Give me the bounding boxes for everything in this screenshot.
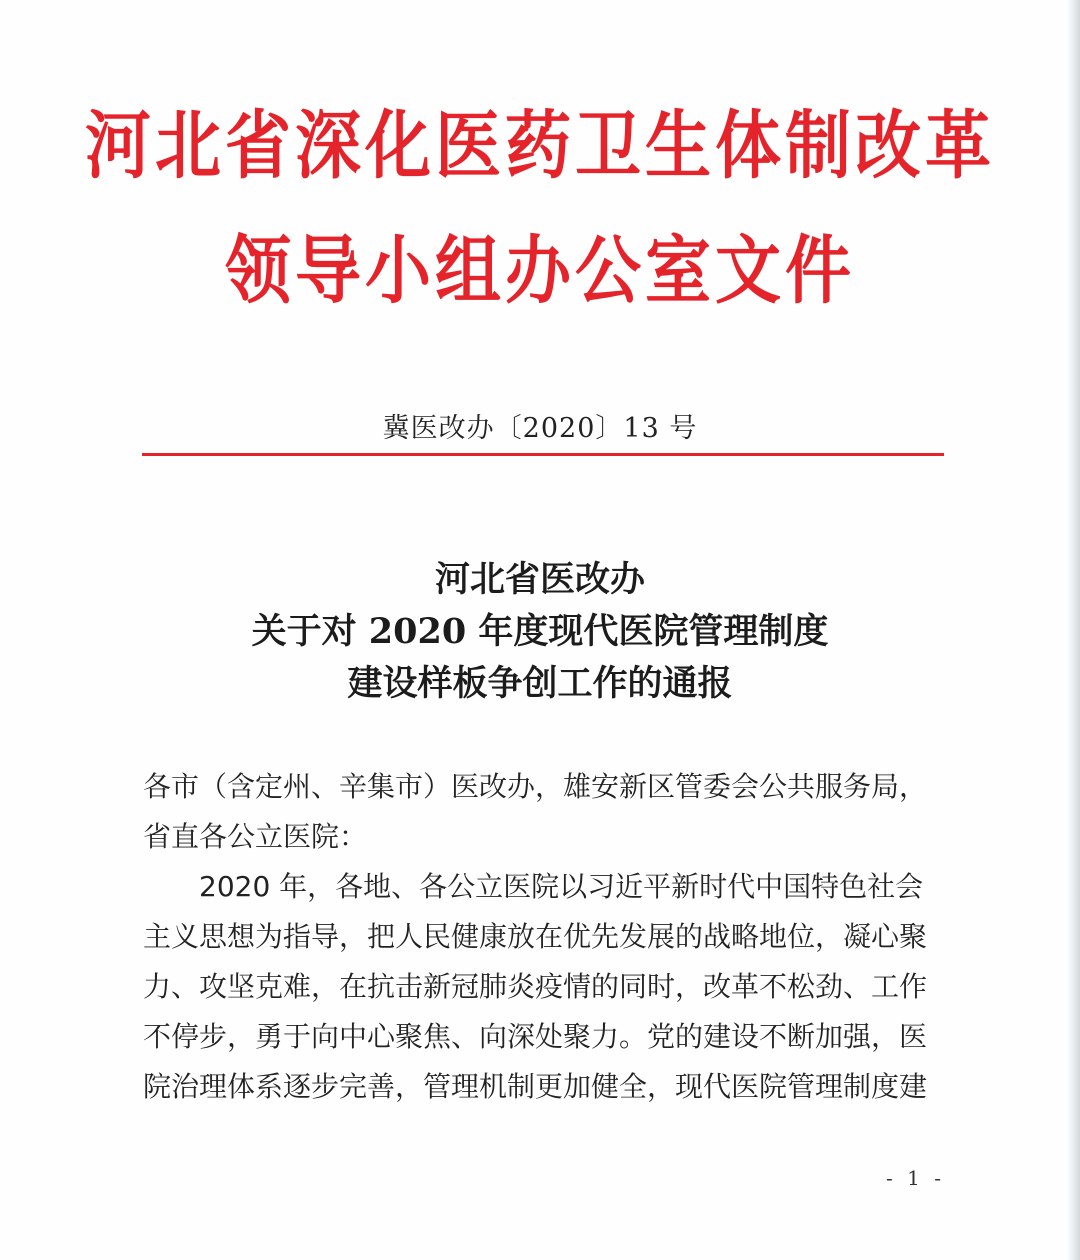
document-title-line-2: 关于对 2020 年度现代医院管理制度 <box>251 611 829 652</box>
body-line: 力、攻坚克难，在抗击新冠肺炎疫情的同时，改革不松劲、工作 <box>143 970 928 1003</box>
document-title-line-3: 建设样板争创工作的通报 <box>347 663 733 704</box>
red-divider-line <box>142 453 944 456</box>
body-line: 院治理体系逐步完善，管理机制更加健全，现代医院管理制度建 <box>143 1070 928 1103</box>
body-line: 2020 年，各地、各公立医院以习近平新时代中国特色社会 <box>143 870 924 903</box>
document-title-line-1: 河北省医改办 <box>434 559 645 600</box>
document-number: 冀医改办〔2020〕13 号 <box>382 413 698 444</box>
issuer-header-line-2: 领导小组办公室文件 <box>225 226 855 314</box>
body-line: 主义思想为指导，把人民健康放在优先发展的战略地位，凝心聚 <box>143 920 928 953</box>
body-line: 各市（含定州、辛集市）医改办，雄安新区管委会公共服务局， <box>143 770 928 803</box>
body-line: 不停步，勇于向中心聚焦、向深处聚力。党的建设不断加强，医 <box>143 1020 928 1053</box>
issuer-header-line-1: 河北省深化医药卫生体制改革 <box>85 101 995 189</box>
page-number: - 1 - <box>886 1166 945 1190</box>
body-line: 省直各公立医院： <box>143 820 368 853</box>
